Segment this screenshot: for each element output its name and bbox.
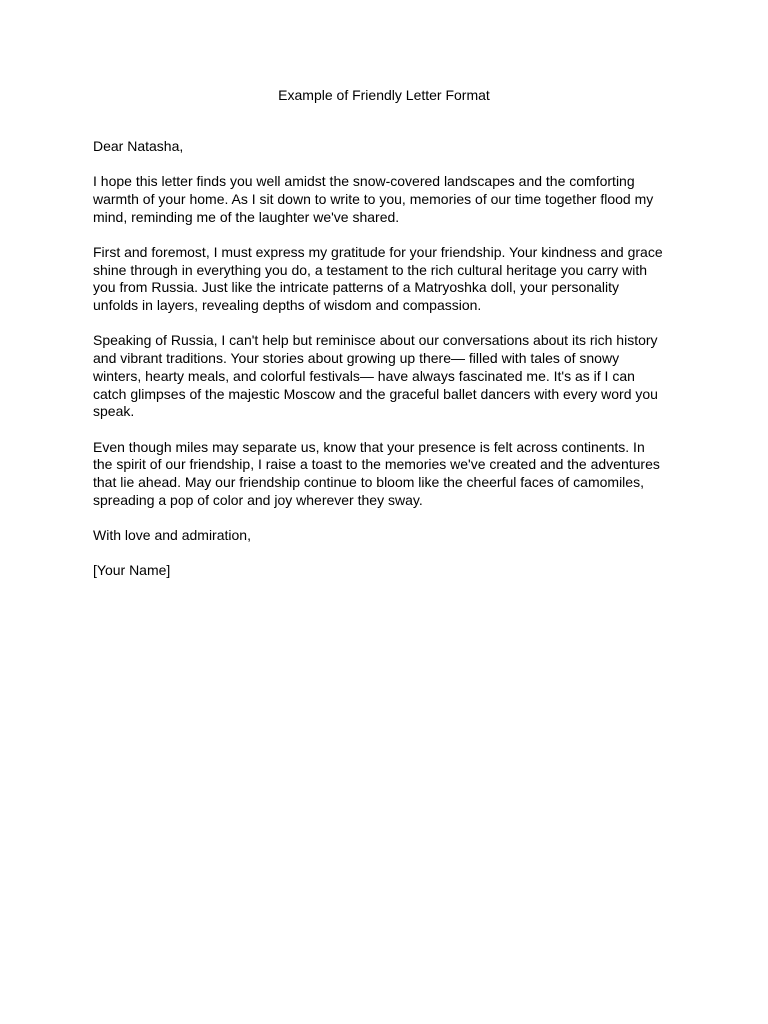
- paragraph-2: First and foremost, I must express my gratitude for your friendship. Your kindness and grace shine through in everything you do, a testament to the rich cultural heritage you carry with you from Russia. Just like the intricate patterns of a Matryoshka doll, your personality unfolds in layers, revealing depths of wisdom and compassion.: [93, 244, 663, 314]
- closing: With love and admiration,: [93, 526, 251, 543]
- letter-body: [93, 138, 675, 598]
- salutation: Dear Natasha,: [93, 138, 184, 154]
- paragraph-1: I hope this letter finds you well amidst the snow-covered landscapes and the comforting warmth of your home. As I sit down to write to you, memories of our time together flood my mind, reminding me of the laughter we've shared.: [93, 173, 654, 225]
- document-title: Example of Friendly Letter Format: [278, 87, 490, 103]
- signature: [Your Name]: [93, 562, 171, 579]
- paragraph-3: Speaking of Russia, I can't help but reminisce about our conversations about its rich history and vibrant traditions. Your stories about growing up there— filled with tales of snowy winters, hearty meals, and colorful festivals— have always fascinated me. It's as if I can catch glimpses of the majestic Moscow and the graceful ballet dancers with every word you speak.: [93, 332, 658, 420]
- paragraph-4: Even though miles may separate us, know that your presence is felt across continents. In the spirit of our friendship, I raise a toast to the memories we've created and the adventures that lie ahead. May our friendship continue to bloom like the cheerful faces of camomiles, spreading a pop of color and joy wherever they sway.: [93, 438, 660, 508]
